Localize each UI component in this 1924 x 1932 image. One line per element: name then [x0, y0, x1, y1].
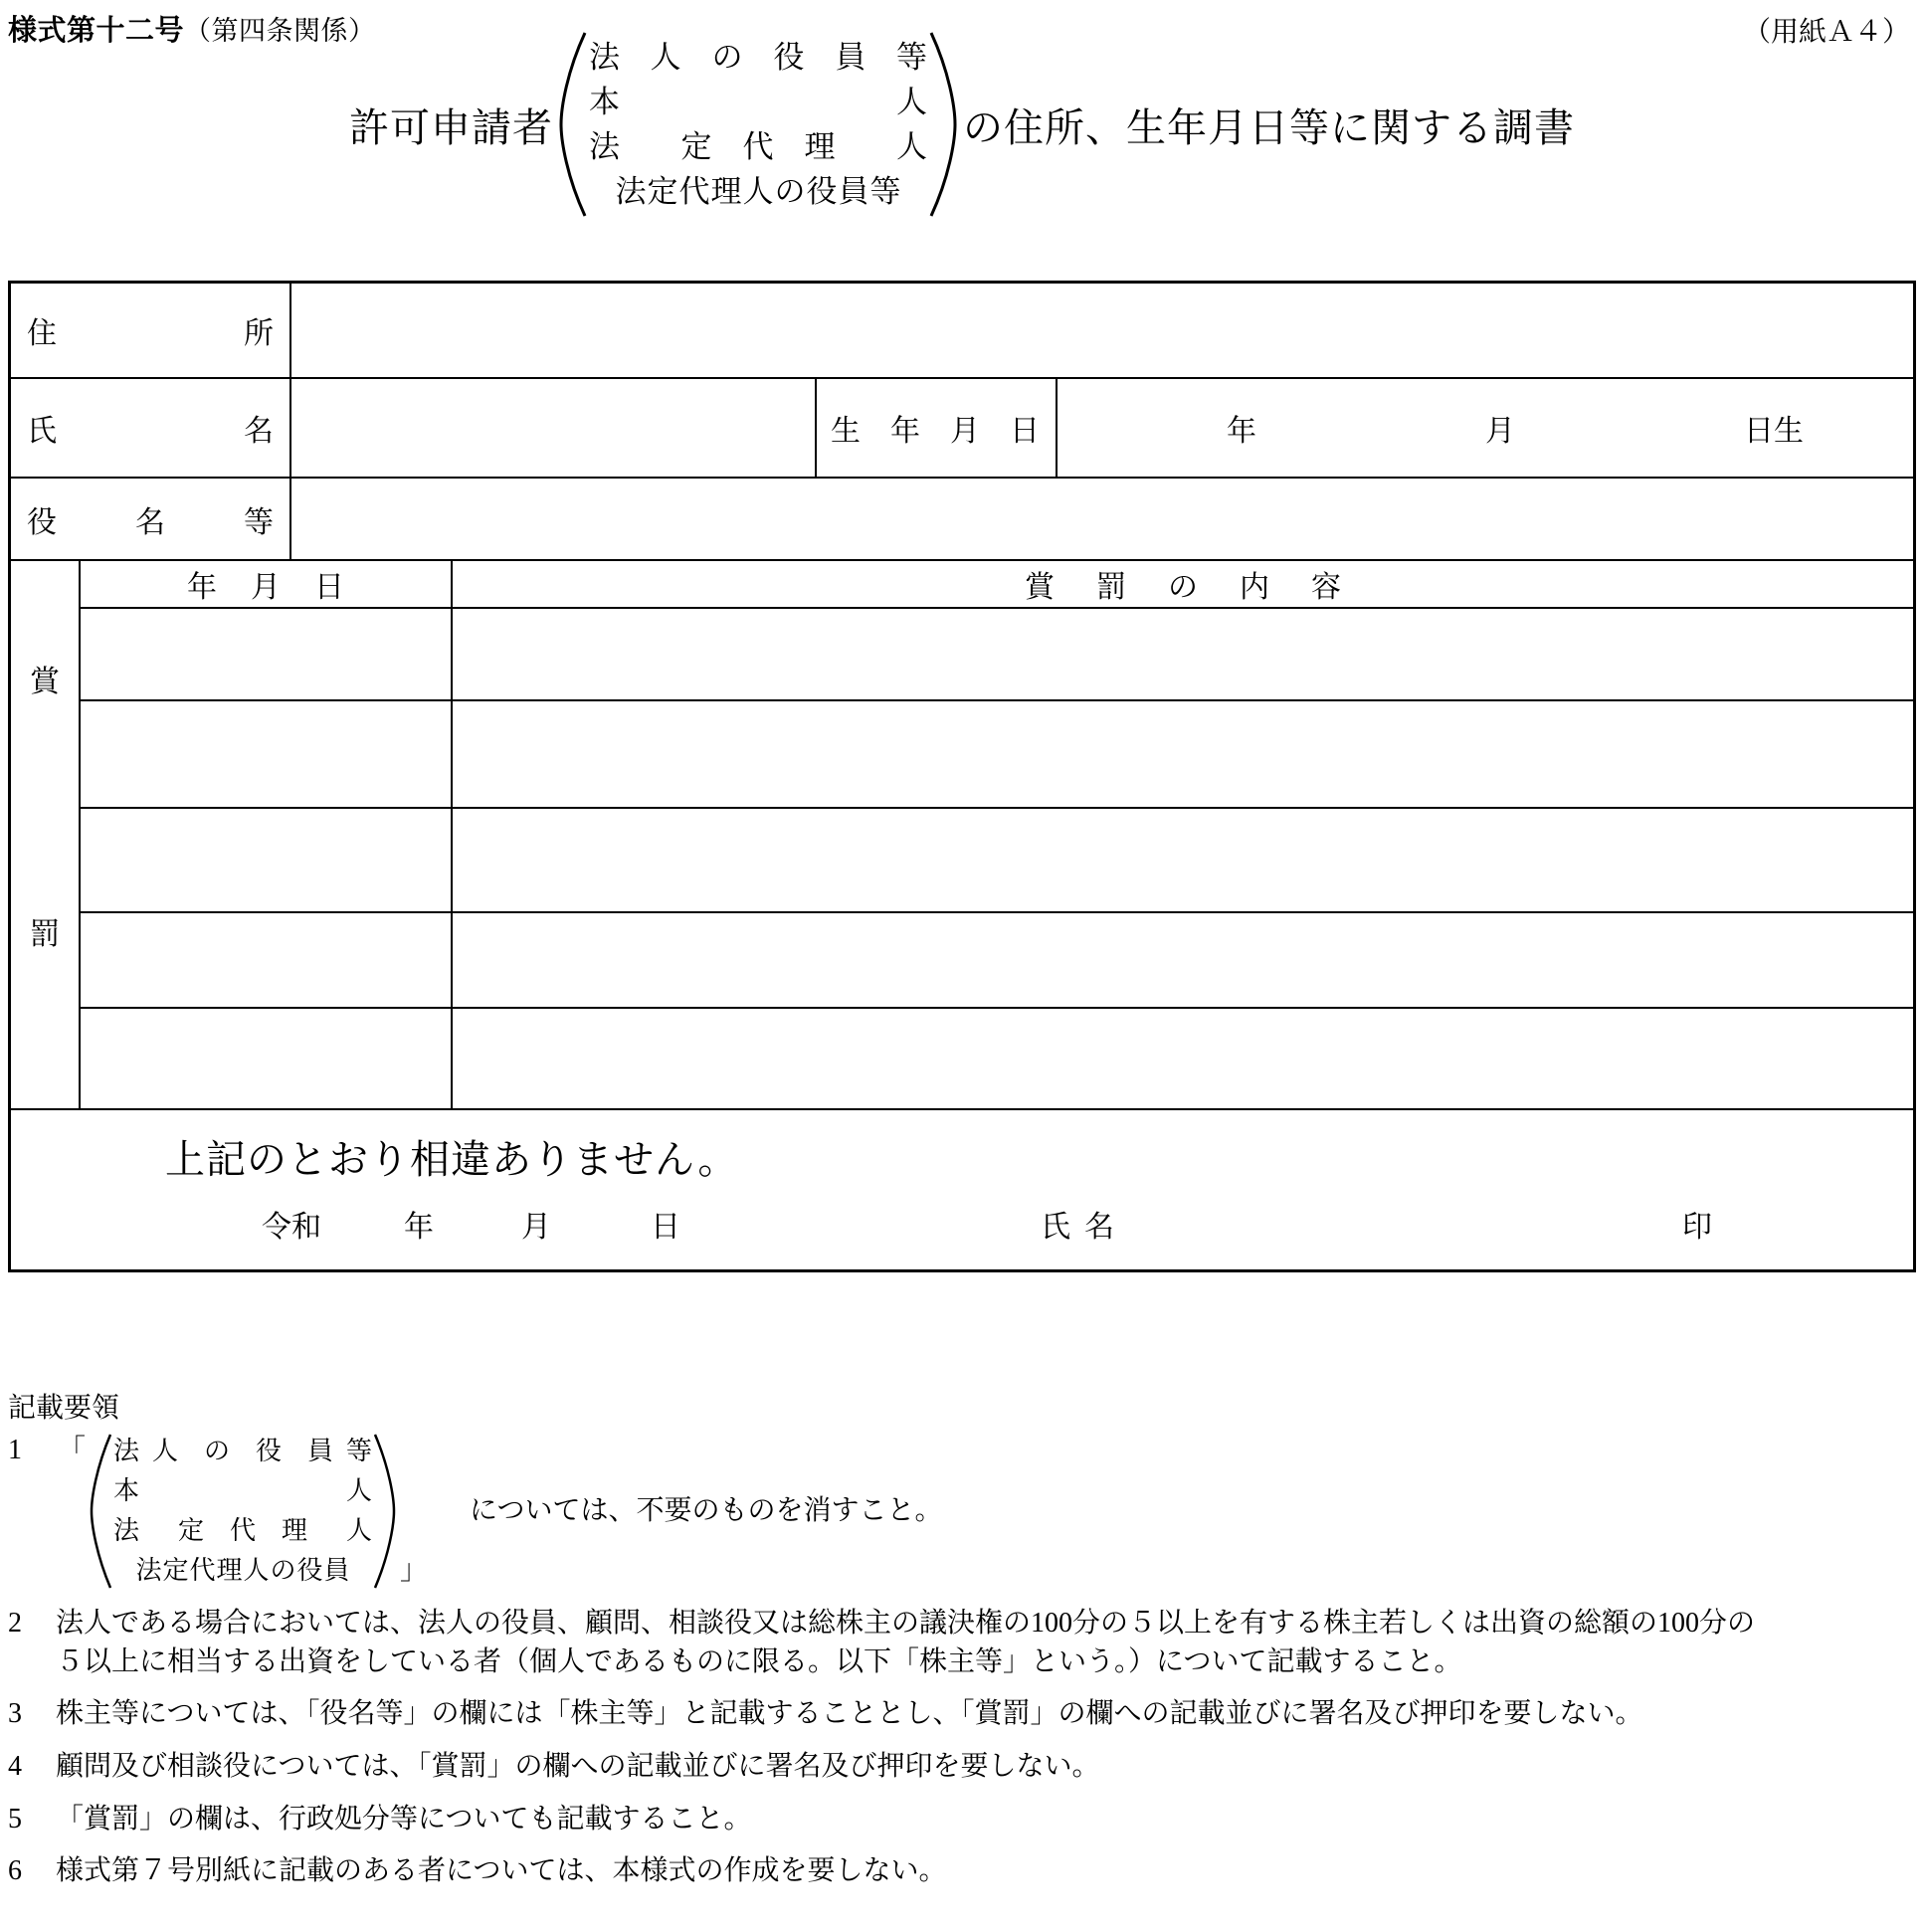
note1-open-quote: 「 [58, 1435, 87, 1465]
note1-option-1-right: 人 [346, 1476, 373, 1505]
note-item [8, 1801, 1916, 1839]
shobatsu-content-cell[interactable] [453, 1009, 1913, 1108]
name-label [11, 379, 291, 477]
main-form-table [8, 281, 1916, 1272]
title-option-2-right: 人 [896, 129, 927, 164]
title-option-0-mid: 人 の 役 員 [650, 40, 866, 75]
note1-options-list [113, 1432, 372, 1591]
note1-option-1-left: 本 [113, 1476, 140, 1505]
declaration-month-label: 月 [521, 1211, 551, 1244]
birthdate-label: 生 年 月 日 [817, 379, 1058, 477]
shobatsu-row [81, 609, 1913, 701]
note1-tail-text: については、不要のものを消すこと。 [470, 1494, 943, 1526]
birthdate-day-label: 日生 [1744, 415, 1804, 448]
brace-left-icon [555, 30, 589, 219]
note1-option-2 [113, 1511, 372, 1551]
note-body: 様式第７号別紙に記載のある者については、本様式の作成を要しない。 [56, 1855, 947, 1887]
note-number: 3 [8, 1698, 22, 1730]
title-lead: 許可申請者 [349, 104, 553, 150]
notes-section [8, 1386, 1916, 1905]
shobatsu-content-cell[interactable] [453, 913, 1913, 1007]
shobatsu-date-cell[interactable] [81, 913, 453, 1007]
note1-brace-left-icon [88, 1432, 113, 1591]
reward-punishment-rows [81, 561, 1913, 1108]
note-number: 5 [8, 1803, 22, 1835]
title-option-2-mid: 定 代 理 [680, 129, 836, 164]
title-option-1 [589, 80, 927, 124]
punishment-mark: 罰 [30, 918, 60, 951]
post-label-char-2: 名 [135, 505, 165, 539]
shobatsu-date-header: 年月日 [81, 561, 453, 607]
reward-punishment-marks [11, 561, 81, 1108]
title-option-3: 法定代理人の役員等 [615, 174, 902, 209]
note-item [8, 1695, 1916, 1734]
brace-right-icon [927, 30, 961, 219]
title-option-1-right: 人 [896, 85, 927, 119]
title-options-brace [555, 30, 961, 219]
era-label: 令和 [262, 1211, 321, 1244]
declaration-row [11, 1110, 1913, 1269]
post-label-char-1: 役 [27, 505, 57, 539]
note1-option-2-right: 人 [345, 1516, 372, 1545]
shobatsu-content-header: 賞罰の内容 [1025, 571, 1383, 604]
title-option-2 [589, 124, 927, 169]
name-label-char-2: 名 [244, 415, 274, 448]
note-body: 顧問及び相談役については、「賞罰」の欄への記載並びに署名及び押印を要しない。 [56, 1750, 1100, 1782]
declaration-year-label: 年 [404, 1211, 434, 1244]
birthdate-value-field[interactable] [1058, 379, 1913, 477]
note1-option-1 [113, 1471, 372, 1511]
shobatsu-content-cell[interactable] [453, 701, 1913, 807]
note1-option-0 [113, 1432, 372, 1471]
address-value-field[interactable] [291, 284, 1913, 377]
note-body: 「賞罰」の欄は、行政処分等についても記載すること。 [56, 1803, 752, 1835]
notes-title: 記載要領 [8, 1393, 120, 1424]
address-label-char-2: 所 [244, 317, 274, 350]
reward-punishment-section [11, 561, 1913, 1110]
declaration-day-label: 日 [651, 1211, 680, 1244]
declaration-signature-line [11, 1202, 1913, 1242]
note-body: 株主等については、「役名等」の欄には「株主等」と記載することとし、「賞罰」の欄への記載並びに署名及び押印を要しない。 [56, 1698, 1643, 1730]
note1-brace-right-icon [372, 1432, 398, 1591]
post-label [11, 479, 291, 559]
shobatsu-row [81, 1009, 1913, 1108]
signature-name-label: 氏名 [1041, 1211, 1128, 1244]
shobatsu-content-cell[interactable] [453, 809, 1913, 911]
document-title [0, 30, 1924, 219]
note1-option-0-left: 法 [113, 1437, 140, 1465]
note-item [8, 1748, 1916, 1787]
note-body [56, 1605, 1916, 1681]
form-number-reference: （第四条関係） [184, 16, 376, 46]
shobatsu-content-cell[interactable] [453, 609, 1913, 699]
post-value-field[interactable] [291, 479, 1913, 559]
note-number: 2 [8, 1608, 22, 1639]
shobatsu-row [81, 913, 1913, 1009]
note-item [8, 1432, 1916, 1591]
title-option-2-left: 法 [589, 129, 620, 164]
post-row [11, 479, 1913, 561]
name-value-field[interactable] [291, 379, 817, 477]
post-label-char-3: 等 [244, 505, 274, 539]
shobatsu-row [81, 809, 1913, 913]
note1-option-3: 法定代理人の役員 [135, 1556, 351, 1585]
shobatsu-date-cell[interactable] [81, 1009, 453, 1108]
address-row [11, 284, 1913, 379]
note1-close-quote: 」 [400, 1555, 429, 1587]
title-option-0-right: 等 [896, 40, 927, 75]
shobatsu-row [81, 701, 1913, 809]
address-label [11, 284, 291, 377]
note1-options-brace [88, 1432, 398, 1591]
note-number: 1 [8, 1435, 22, 1465]
reward-mark: 賞 [30, 666, 60, 698]
birthdate-year-label: 年 [1227, 415, 1256, 448]
declaration-statement: 上記のとおり相違ありません。 [165, 1137, 739, 1182]
note1-option-2-left: 法 [113, 1516, 140, 1545]
note-number: 4 [8, 1750, 22, 1782]
seal-label: 印 [1682, 1211, 1712, 1244]
shobatsu-header-row [81, 561, 1913, 609]
title-option-0 [589, 35, 927, 80]
note1-option-0-mid: 人 の 役 員 [152, 1437, 334, 1465]
form-number-text: 様式第十二号 [8, 15, 185, 47]
note-text-line: 法人である場合においては、法人の役員、顧問、相談役又は総株主の議決権の100分の５以上を有する株主若しくは出資の総額の100分の [56, 1608, 1756, 1639]
shobatsu-date-cell[interactable] [81, 809, 453, 911]
note1-option-2-mid: 定 代 理 [178, 1516, 308, 1545]
title-tail: の住所、生年月日等に関する調書 [963, 104, 1575, 150]
birthdate-month-label: 月 [1485, 415, 1515, 448]
note-item [8, 1605, 1916, 1681]
title-option-0-left: 法 [589, 40, 620, 75]
note1-option-0-right: 等 [345, 1437, 372, 1465]
shobatsu-date-cell[interactable] [81, 609, 453, 699]
paper-size-label: （用紙Ａ４） [1742, 17, 1910, 48]
title-option-1-left: 本 [589, 85, 620, 119]
note-number: 6 [8, 1855, 22, 1887]
shobatsu-date-cell[interactable] [81, 701, 453, 807]
name-birth-row [11, 379, 1913, 479]
name-label-char-1: 氏 [27, 415, 57, 448]
note-text-line: ５以上に相当する出資をしている者（個人であるものに限る。以下「株主等」という。）について記載すること。 [56, 1645, 1462, 1677]
address-label-char-1: 住 [27, 317, 57, 350]
note-item [8, 1852, 1916, 1891]
title-options-list [589, 30, 927, 219]
note-body [56, 1432, 1916, 1591]
